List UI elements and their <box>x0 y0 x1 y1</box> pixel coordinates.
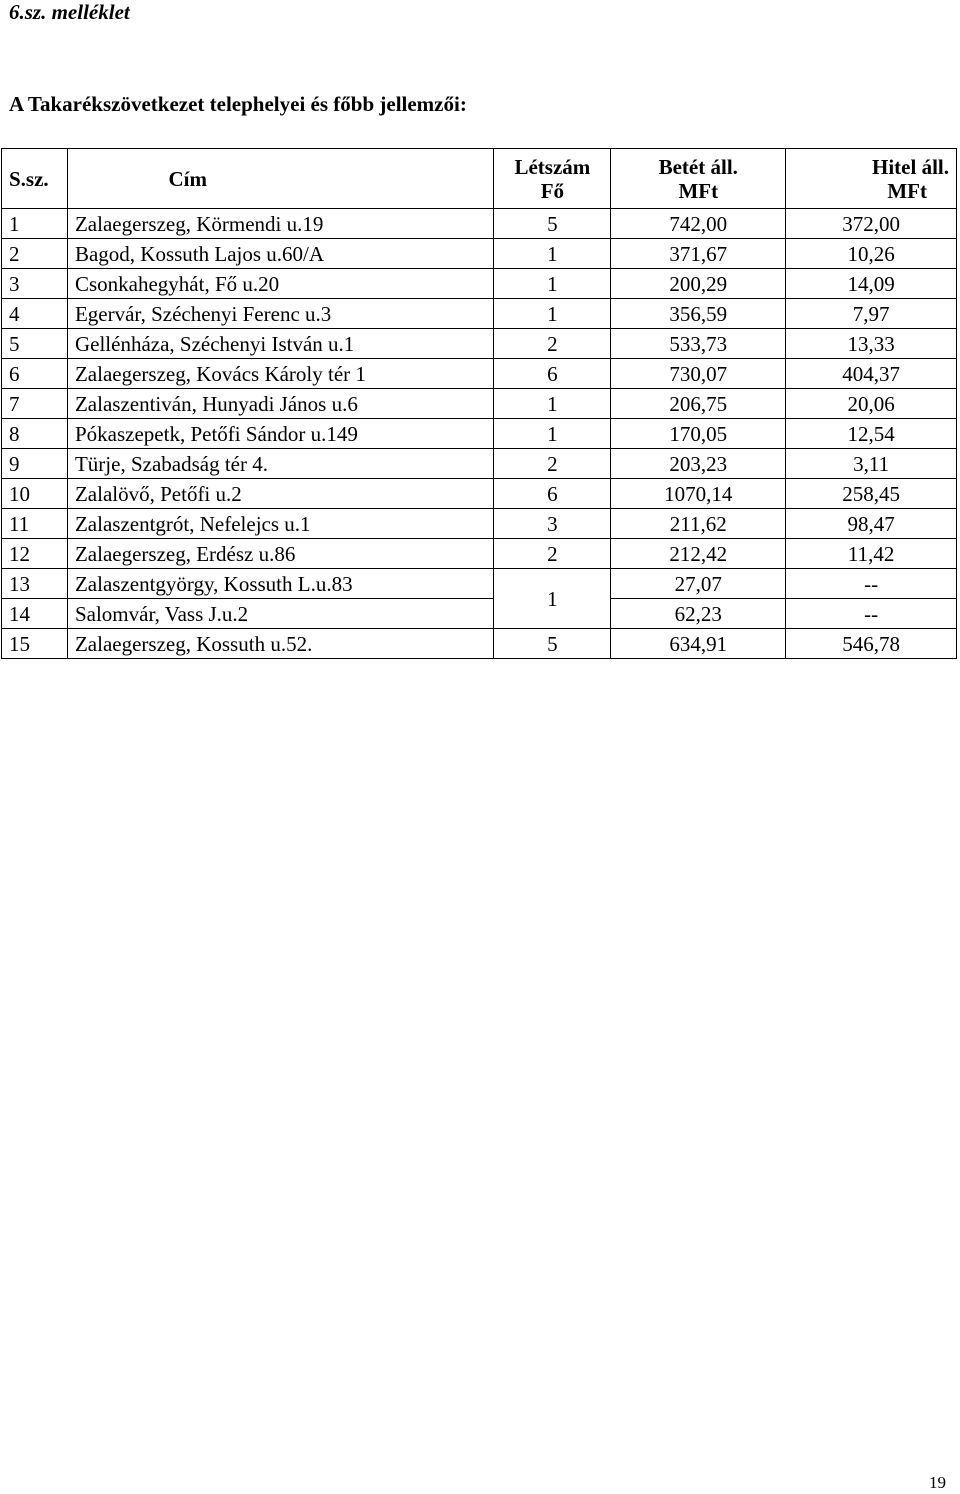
cell-deposit: 170,05 <box>611 419 786 449</box>
table-row <box>2 449 957 479</box>
cell-address: Zalaegerszeg, Kossuth u.52. <box>67 629 493 659</box>
cell-no: 5 <box>2 329 68 359</box>
header-staff <box>494 149 611 209</box>
cell-no: 15 <box>2 629 68 659</box>
cell-staff-merged: 1 <box>494 569 611 629</box>
table-row <box>2 239 957 269</box>
cell-no: 7 <box>2 389 68 419</box>
header-deposit <box>611 149 786 209</box>
cell-address: Salomvár, Vass J.u.2 <box>67 599 493 629</box>
table-row <box>2 629 957 659</box>
table-row <box>2 569 957 599</box>
cell-deposit: 533,73 <box>611 329 786 359</box>
cell-deposit: 730,07 <box>611 359 786 389</box>
header-staff-line2: Fő <box>540 178 565 203</box>
cell-address: Gellénháza, Széchenyi István u.1 <box>67 329 493 359</box>
cell-address: Csonkahegyhát, Fő u.20 <box>67 269 493 299</box>
cell-no: 14 <box>2 599 68 629</box>
cell-deposit: 742,00 <box>611 209 786 239</box>
cell-no: 11 <box>2 509 68 539</box>
cell-no: 6 <box>2 359 68 389</box>
cell-no: 3 <box>2 269 68 299</box>
cell-address: Bagod, Kossuth Lajos u.60/A <box>67 239 493 269</box>
cell-deposit: 371,67 <box>611 239 786 269</box>
cell-deposit: 1070,14 <box>611 479 786 509</box>
table-row <box>2 269 957 299</box>
table-row <box>2 299 957 329</box>
header-loan-line1: Hitel áll. <box>872 154 949 179</box>
cell-staff: 1 <box>494 299 611 329</box>
cell-loan: 98,47 <box>786 509 957 539</box>
cell-staff: 5 <box>494 209 611 239</box>
table-row <box>2 389 957 419</box>
header-deposit-line2: MFt <box>678 178 719 203</box>
cell-loan: 20,06 <box>786 389 957 419</box>
cell-staff: 6 <box>494 359 611 389</box>
cell-staff: 1 <box>494 419 611 449</box>
table-header-row <box>2 149 957 209</box>
table-row <box>2 509 957 539</box>
cell-no: 12 <box>2 539 68 569</box>
page-heading: A Takarékszövetkezet telephelyei és főbb jellemzői: <box>9 92 467 116</box>
cell-deposit: 211,62 <box>611 509 786 539</box>
cell-loan: 258,45 <box>786 479 957 509</box>
sites-table <box>1 148 957 659</box>
table-row <box>2 539 957 569</box>
cell-deposit: 212,42 <box>611 539 786 569</box>
cell-no: 1 <box>2 209 68 239</box>
table-row <box>2 209 957 239</box>
cell-loan: 13,33 <box>786 329 957 359</box>
cell-loan: -- <box>786 569 957 599</box>
header-address <box>67 149 493 209</box>
cell-loan: 11,42 <box>786 539 957 569</box>
cell-loan: 12,54 <box>786 419 957 449</box>
cell-no: 13 <box>2 569 68 599</box>
cell-staff: 6 <box>494 479 611 509</box>
cell-address: Pókaszepetk, Petőfi Sándor u.149 <box>67 419 493 449</box>
cell-deposit: 200,29 <box>611 269 786 299</box>
cell-loan: 7,97 <box>786 299 957 329</box>
table-row <box>2 359 957 389</box>
table-row <box>2 479 957 509</box>
cell-staff: 1 <box>494 269 611 299</box>
cell-staff: 1 <box>494 239 611 269</box>
header-no: S.sz. <box>2 149 68 209</box>
cell-no: 4 <box>2 299 68 329</box>
cell-address: Zalaegerszeg, Körmendi u.19 <box>67 209 493 239</box>
cell-loan: 3,11 <box>786 449 957 479</box>
cell-loan: 14,09 <box>786 269 957 299</box>
cell-loan: 10,26 <box>786 239 957 269</box>
cell-deposit: 27,07 <box>611 569 786 599</box>
cell-loan: 372,00 <box>786 209 957 239</box>
table-row <box>2 599 957 629</box>
cell-no: 9 <box>2 449 68 479</box>
cell-deposit: 634,91 <box>611 629 786 659</box>
cell-deposit: 203,23 <box>611 449 786 479</box>
table-row <box>2 329 957 359</box>
cell-staff: 1 <box>494 389 611 419</box>
page-number: 19 <box>929 1473 946 1492</box>
cell-loan: 546,78 <box>786 629 957 659</box>
cell-no: 8 <box>2 419 68 449</box>
cell-address: Zalaszentiván, Hunyadi János u.6 <box>67 389 493 419</box>
annex-label: 6.sz. melléklet <box>9 0 130 24</box>
cell-deposit: 62,23 <box>611 599 786 629</box>
cell-no: 10 <box>2 479 68 509</box>
cell-address: Zalaszentgrót, Nefelejcs u.1 <box>67 509 493 539</box>
cell-staff: 3 <box>494 509 611 539</box>
cell-staff: 2 <box>494 329 611 359</box>
cell-loan: -- <box>786 599 957 629</box>
cell-loan: 404,37 <box>786 359 957 389</box>
cell-address: Egervár, Széchenyi Ferenc u.3 <box>67 299 493 329</box>
cell-address: Zalaszentgyörgy, Kossuth L.u.83 <box>67 569 493 599</box>
header-staff-line1: Létszám <box>514 154 591 179</box>
cell-no: 2 <box>2 239 68 269</box>
cell-address: Zalaegerszeg, Erdész u.86 <box>67 539 493 569</box>
header-loan <box>786 149 957 209</box>
cell-staff: 2 <box>494 539 611 569</box>
cell-deposit: 356,59 <box>611 299 786 329</box>
cell-address: Zalalövő, Petőfi u.2 <box>67 479 493 509</box>
cell-address: Türje, Szabadság tér 4. <box>67 449 493 479</box>
cell-deposit: 206,75 <box>611 389 786 419</box>
cell-staff: 2 <box>494 449 611 479</box>
table-row <box>2 419 957 449</box>
header-address-label: Cím <box>168 166 207 191</box>
header-loan-line2: MFt <box>887 178 927 203</box>
header-deposit-line1: Betét áll. <box>658 154 738 179</box>
cell-address: Zalaegerszeg, Kovács Károly tér 1 <box>67 359 493 389</box>
cell-staff: 5 <box>494 629 611 659</box>
